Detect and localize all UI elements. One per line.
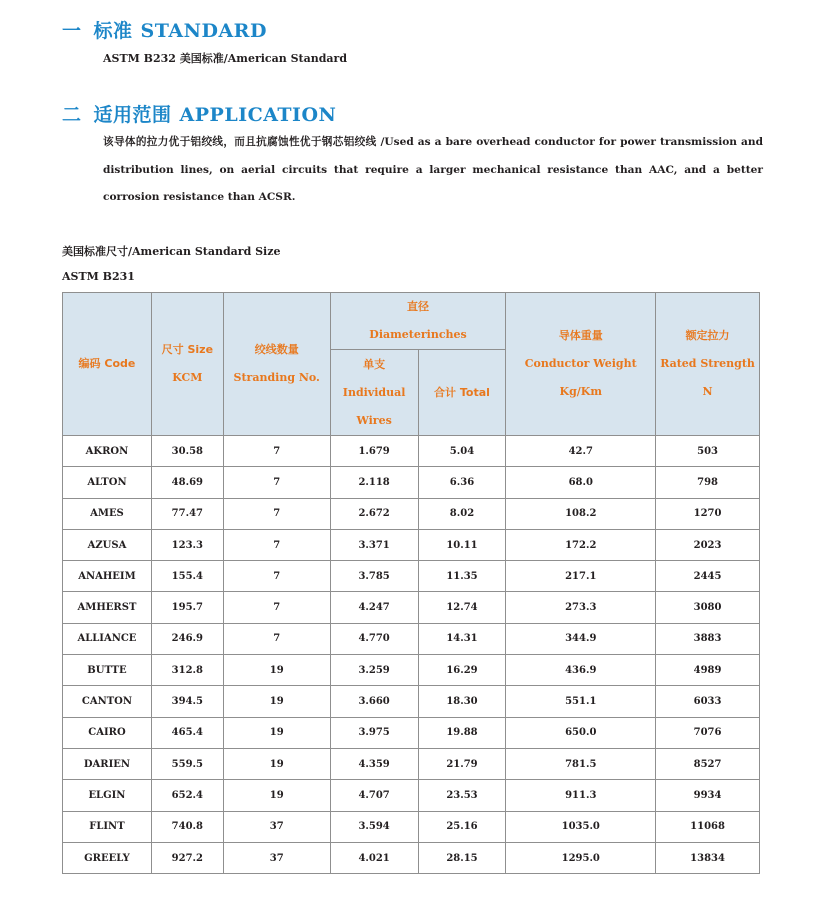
cell-stranding: 19 (223, 748, 330, 779)
cell-stranding: 37 (223, 811, 330, 842)
cell-code: DARIEN (63, 748, 152, 779)
cell-strength: 6033 (656, 686, 760, 717)
cell-size: 927.2 (151, 842, 223, 873)
cell-total: 23.53 (418, 780, 506, 811)
table-row (63, 623, 760, 654)
cell-total: 25.16 (418, 811, 506, 842)
cell-size: 559.5 (151, 748, 223, 779)
cell-weight: 436.9 (506, 655, 656, 686)
cell-stranding: 7 (223, 529, 330, 560)
cell-individual: 4.707 (330, 780, 418, 811)
cell-total: 6.36 (418, 467, 506, 498)
cell-total: 28.15 (418, 842, 506, 873)
section-title-zh: 适用范围 (93, 104, 172, 126)
cell-total: 16.29 (418, 655, 506, 686)
cell-weight: 1295.0 (506, 842, 656, 873)
cell-stranding: 19 (223, 686, 330, 717)
cell-size: 652.4 (151, 780, 223, 811)
header-strength: 额定拉力 Rated Strength N (656, 293, 760, 436)
cell-weight: 781.5 (506, 748, 656, 779)
table-row (63, 529, 760, 560)
cell-code: ANAHEIM (63, 561, 152, 592)
section-standard-title (62, 16, 267, 43)
cell-individual: 3.371 (330, 529, 418, 560)
cell-strength: 4989 (656, 655, 760, 686)
cell-code: BUTTE (63, 655, 152, 686)
cell-weight: 172.2 (506, 529, 656, 560)
cell-strength: 3883 (656, 623, 760, 654)
table-row (63, 748, 760, 779)
header-size: 尺寸 Size KCM (151, 293, 223, 436)
cell-total: 21.79 (418, 748, 506, 779)
cell-weight: 551.1 (506, 686, 656, 717)
header-stranding: 绞线数量 Stranding No. (223, 293, 330, 436)
cell-weight: 42.7 (506, 436, 656, 467)
cell-stranding: 7 (223, 467, 330, 498)
standard-line: ASTM B232 美国标准/American Standard (103, 52, 348, 65)
section-number: 二 (62, 104, 82, 126)
cell-code: FLINT (63, 811, 152, 842)
cell-size: 77.47 (151, 498, 223, 529)
cell-code: AZUSA (63, 529, 152, 560)
cell-stranding: 7 (223, 592, 330, 623)
cell-total: 10.11 (418, 529, 506, 560)
cell-strength: 2023 (656, 529, 760, 560)
cell-total: 11.35 (418, 561, 506, 592)
table-row (63, 717, 760, 748)
cell-code: ALLIANCE (63, 623, 152, 654)
cell-total: 12.74 (418, 592, 506, 623)
cell-strength: 503 (656, 436, 760, 467)
cell-code: AMHERST (63, 592, 152, 623)
cell-strength: 3080 (656, 592, 760, 623)
cell-weight: 108.2 (506, 498, 656, 529)
cell-weight: 273.3 (506, 592, 656, 623)
cell-individual: 1.679 (330, 436, 418, 467)
application-text: 该导体的拉力优于铝绞线，而且抗腐蚀性优于钢芯铝绞线 /Used as a bare overhead conductor for power transmission and distribution lines, on aerial circuits that require a larger mechanical resistance than AAC, and a better corrosion resistance than ACSR. (103, 136, 763, 203)
section-application-title (62, 100, 336, 127)
cell-size: 155.4 (151, 561, 223, 592)
cell-strength: 2445 (656, 561, 760, 592)
header-diameter: 直径 Diameterinches (330, 293, 506, 350)
cell-individual: 3.259 (330, 655, 418, 686)
cell-individual: 4.247 (330, 592, 418, 623)
cell-individual: 3.660 (330, 686, 418, 717)
cell-code: CANTON (63, 686, 152, 717)
astm-label: ASTM B231 (62, 270, 135, 283)
cell-total: 5.04 (418, 436, 506, 467)
cell-code: AMES (63, 498, 152, 529)
cell-weight: 68.0 (506, 467, 656, 498)
cell-individual: 4.359 (330, 748, 418, 779)
cell-code: ALTON (63, 467, 152, 498)
section-number: 一 (62, 20, 82, 42)
cell-code: AKRON (63, 436, 152, 467)
cell-individual: 2.118 (330, 467, 418, 498)
header-individual-wires: 单支 Individual Wires (330, 350, 418, 436)
cell-stranding: 7 (223, 623, 330, 654)
cell-individual: 3.975 (330, 717, 418, 748)
cell-size: 740.8 (151, 811, 223, 842)
table-row (63, 780, 760, 811)
cell-weight: 1035.0 (506, 811, 656, 842)
cell-weight: 650.0 (506, 717, 656, 748)
cell-weight: 344.9 (506, 623, 656, 654)
cell-size: 465.4 (151, 717, 223, 748)
cell-size: 394.5 (151, 686, 223, 717)
section-title-zh: 标准 (93, 20, 133, 42)
cell-size: 246.9 (151, 623, 223, 654)
cell-strength: 1270 (656, 498, 760, 529)
table-row (63, 686, 760, 717)
table-row (63, 436, 760, 467)
size-heading: 美国标准尺寸/American Standard Size (62, 245, 281, 258)
cell-strength: 7076 (656, 717, 760, 748)
cell-code: ELGIN (63, 780, 152, 811)
cell-stranding: 7 (223, 498, 330, 529)
cell-weight: 911.3 (506, 780, 656, 811)
cell-individual: 3.594 (330, 811, 418, 842)
table-row (63, 842, 760, 873)
section-title-en: APPLICATION (179, 104, 337, 126)
table-row (63, 467, 760, 498)
section-title-en: STANDARD (140, 20, 267, 42)
header-weight: 导体重量 Conductor Weight Kg/Km (506, 293, 656, 436)
cell-size: 195.7 (151, 592, 223, 623)
cell-strength: 11068 (656, 811, 760, 842)
cell-strength: 9934 (656, 780, 760, 811)
table-row (63, 592, 760, 623)
cell-code: GREELY (63, 842, 152, 873)
cell-size: 123.3 (151, 529, 223, 560)
cell-size: 312.8 (151, 655, 223, 686)
header-code: 编码 Code (63, 293, 152, 436)
table-row (63, 498, 760, 529)
cell-individual: 4.021 (330, 842, 418, 873)
cell-individual: 2.672 (330, 498, 418, 529)
cell-total: 19.88 (418, 717, 506, 748)
cell-code: CAIRO (63, 717, 152, 748)
cell-size: 30.58 (151, 436, 223, 467)
cell-size: 48.69 (151, 467, 223, 498)
cell-stranding: 7 (223, 561, 330, 592)
cell-total: 18.30 (418, 686, 506, 717)
table-row (63, 561, 760, 592)
cell-strength: 8527 (656, 748, 760, 779)
cell-individual: 4.770 (330, 623, 418, 654)
spec-table (62, 292, 760, 874)
cell-stranding: 19 (223, 717, 330, 748)
cell-total: 8.02 (418, 498, 506, 529)
cell-stranding: 7 (223, 436, 330, 467)
table-row (63, 811, 760, 842)
cell-stranding: 37 (223, 842, 330, 873)
cell-strength: 13834 (656, 842, 760, 873)
header-total: 合计 Total (418, 350, 506, 436)
cell-individual: 3.785 (330, 561, 418, 592)
cell-total: 14.31 (418, 623, 506, 654)
table-row (63, 655, 760, 686)
cell-stranding: 19 (223, 655, 330, 686)
cell-stranding: 19 (223, 780, 330, 811)
cell-weight: 217.1 (506, 561, 656, 592)
cell-strength: 798 (656, 467, 760, 498)
